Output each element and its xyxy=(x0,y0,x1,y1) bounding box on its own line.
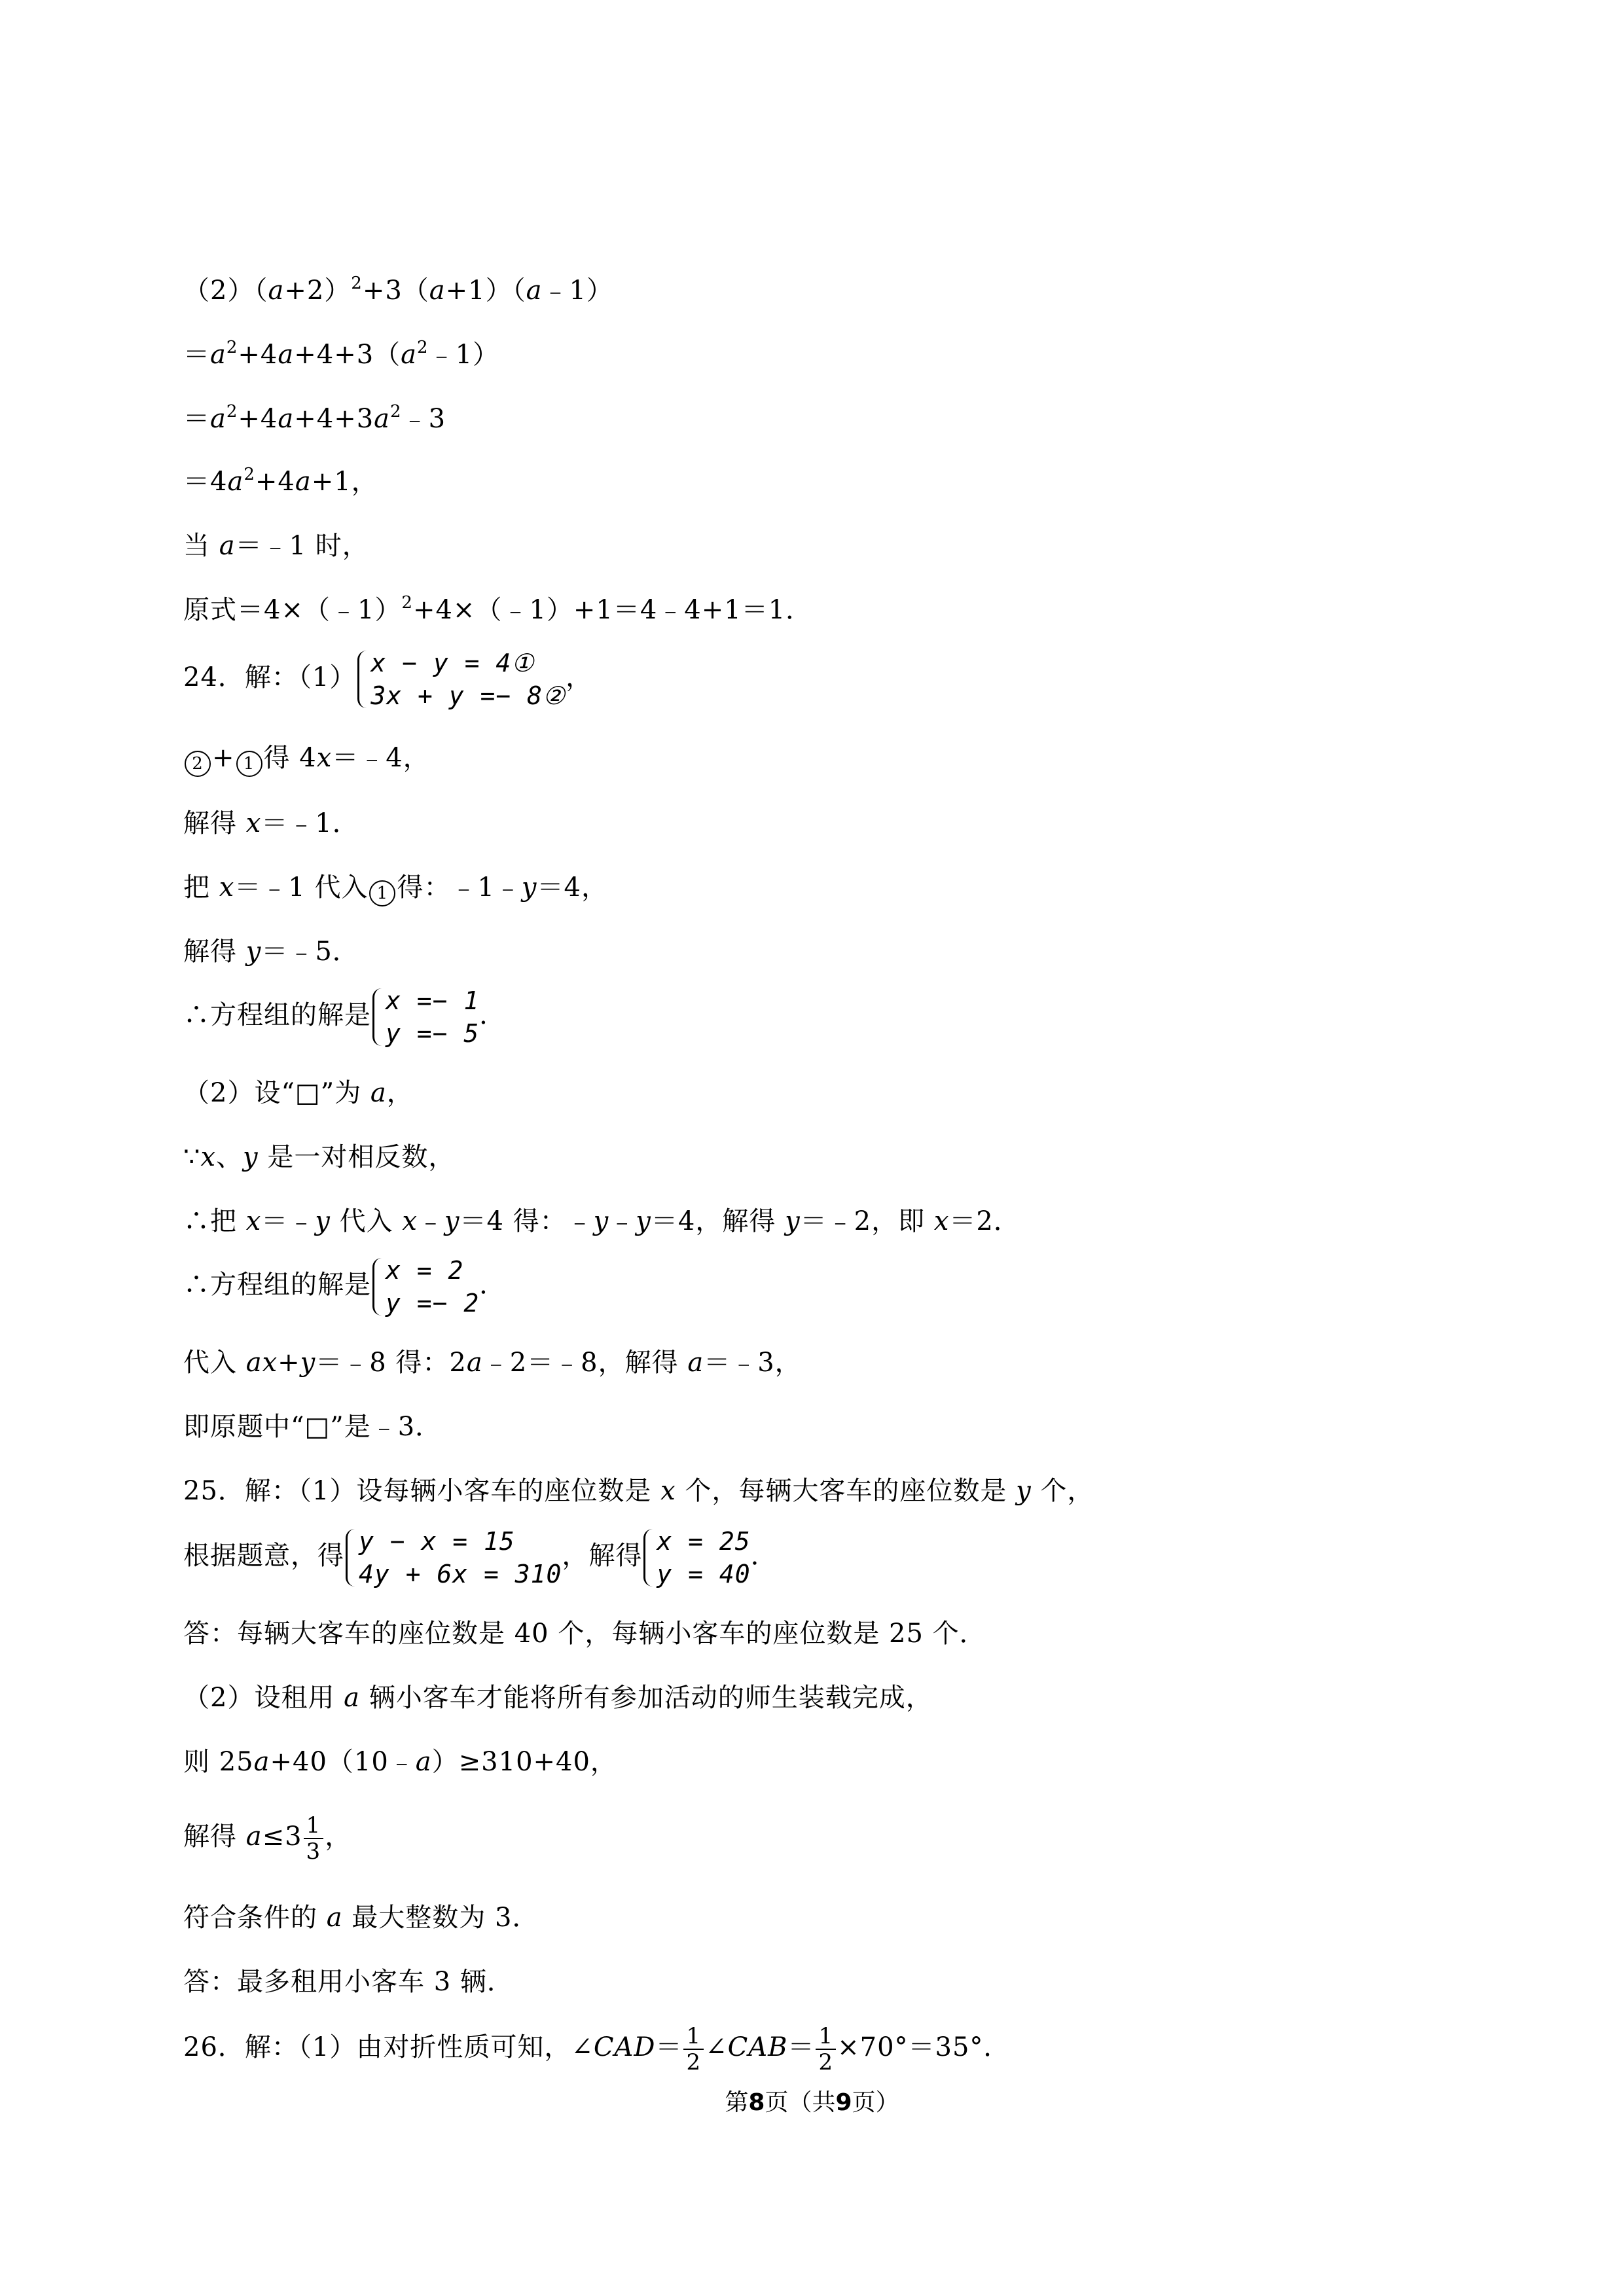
q25-answer1: 答：每辆大客车的座位数是 40 个，每辆小客车的座位数是 25 个． xyxy=(183,1619,986,1649)
numerator: 1 xyxy=(304,1813,324,1839)
footer-text: 页（共 xyxy=(765,2089,836,2116)
solution-row: y = 40 xyxy=(657,1560,751,1588)
fraction xyxy=(304,1813,324,1864)
q25-inequality: 则 25a+40（10﹣a）≥310+40， xyxy=(183,1747,617,1777)
equation-row: 3x + y =− 8② xyxy=(370,681,566,710)
equation-row: x − y = 4① xyxy=(370,649,535,677)
q23-step1: $=a^2+4a+4+3(a^2﹣1)$ xyxy=(183,338,500,370)
solution-row: x = 25 xyxy=(657,1527,751,1556)
q25-part2: （2）设租用 a 辆小客车才能将所有参加活动的师生装载完成， xyxy=(183,1683,933,1713)
footer-text: 页） xyxy=(852,2089,899,2116)
q24-add: 2 + 1 得 4x＝﹣4， xyxy=(183,738,430,778)
equation-system xyxy=(344,1525,562,1590)
equation-row: y − x = 15 xyxy=(359,1527,515,1556)
q25-solve: 解得 a≤3 $\frac{1}{3}$ ， xyxy=(183,1812,352,1865)
solution-row: x = 2 xyxy=(386,1256,464,1285)
q24-answer: 即原题中“□”是﹣3． xyxy=(183,1412,442,1442)
q23-part2: $(2)(a+2)^2+3(a+1)(a﹣1)$ xyxy=(183,274,613,306)
q26-tail: ×70°＝35°． xyxy=(837,2032,1011,2062)
q24-substitute2: 代入 ax+y＝﹣8 得：2a﹣2＝﹣8，解得 a＝﹣3， xyxy=(183,1348,802,1378)
q24-head-text: 24．解：（1） xyxy=(183,662,357,692)
q24-substitute: 把 x＝﹣1 代入 1 得：﹣1﹣y＝4， xyxy=(183,868,608,907)
footer-text: 第 xyxy=(725,2089,749,2116)
solution-lead: ∴方程组的解是 xyxy=(183,1270,371,1300)
circled-2: 2 xyxy=(185,751,211,777)
page-number: 8 xyxy=(748,2089,765,2116)
q25-mid: ，解得 xyxy=(562,1541,643,1571)
q24-solution2: ∴方程组的解是 x = 2 y =− 2 ． xyxy=(183,1254,506,1319)
q23-when: 当 a＝﹣1 时， xyxy=(183,531,369,561)
equation-system xyxy=(356,647,566,712)
solution-row: y =− 2 xyxy=(386,1289,480,1318)
solution-system xyxy=(371,1254,479,1319)
q24-then: ∴把 x＝﹣y 代入 x﹣y＝4 得：﹣y﹣y＝4，解得 y＝﹣2，即 x＝2． xyxy=(183,1206,1020,1236)
q25-answer2: 答：最多租用小客车 3 辆． xyxy=(183,1967,514,1997)
q24-solution: ∴方程组的解是 x =− 1 y =− 5 ． xyxy=(183,984,506,1050)
q26-head: 26．解：（1）由对折性质可知，∠CAD＝ $\frac{1}{2}$ ∠CAB＝ $\frac{1}{2}$ ×70°＝35°． xyxy=(183,2023,1011,2075)
q26-head-text: 26．解：（1）由对折性质可知，∠CAD＝ xyxy=(183,2032,683,2062)
q24-solve-y: 解得 y＝﹣5． xyxy=(183,937,359,967)
solution-row: y =− 5 xyxy=(386,1019,480,1048)
circled-1: 1 xyxy=(236,751,262,777)
fraction xyxy=(683,2024,704,2075)
q23-step3: $=4a^2+4a+1$， xyxy=(183,465,378,497)
q25-max: 符合条件的 a 最大整数为 3． xyxy=(183,1903,539,1933)
denominator: 2 xyxy=(686,2049,702,2075)
q23-step2: $=a^2+4a+4+3a^2﹣3$ xyxy=(183,402,446,434)
q24-solve-x: 解得 x＝﹣1． xyxy=(183,808,359,838)
q25-head: 25．解：（1）设每辆小客车的座位数是 x 个，每辆大客车的座位数是 y 个， xyxy=(183,1476,1094,1506)
circled-1: 1 xyxy=(369,880,395,906)
page-footer xyxy=(0,2087,1624,2119)
numerator: 1 xyxy=(683,2024,704,2050)
equation-row: 4y + 6x = 310 xyxy=(359,1560,562,1588)
solution-system xyxy=(642,1525,750,1590)
denominator: 2 xyxy=(818,2049,834,2075)
solution-system xyxy=(371,984,479,1050)
solution-row: x =− 1 xyxy=(386,986,480,1015)
q25-system: 根据题意，得 y − x = 15 4y + 6x = 310 ，解得 x = 25 y = 40 ． xyxy=(183,1525,778,1590)
page-total: 9 xyxy=(835,2089,852,2116)
denominator: 3 xyxy=(306,1839,321,1865)
q24-part2: （2）设“□”为 a， xyxy=(183,1078,414,1108)
q25-lead: 根据题意，得 xyxy=(183,1541,344,1571)
q24-head: 24．解：（1） x − y = 4① 3x + y =− 8② ， xyxy=(183,647,592,712)
solution-lead: ∴方程组的解是 xyxy=(183,1000,371,1030)
fraction xyxy=(816,2024,836,2075)
q24-since: ∵x、y 是一对相反数， xyxy=(183,1142,456,1172)
numerator: 1 xyxy=(816,2024,836,2050)
q23-result: 原式＝4×（﹣1）$^2$+4×（﹣1）+1＝4﹣4+1＝1． xyxy=(183,593,813,625)
